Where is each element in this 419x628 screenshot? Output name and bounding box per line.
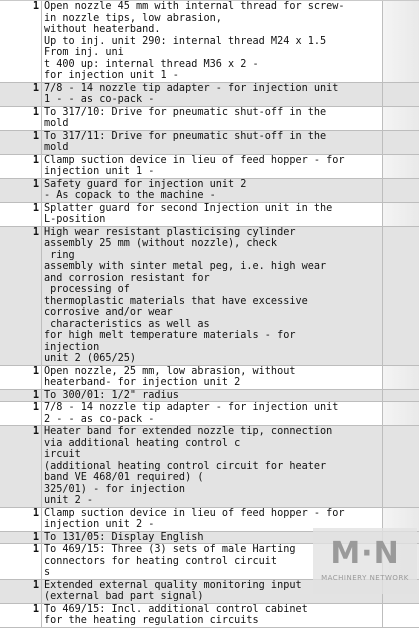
quantity-cell: 1 (0, 227, 42, 365)
quantity-cell: 1 (0, 155, 42, 178)
description-line: - As copack to the machine - (44, 190, 216, 201)
description-line: assembly 25 mm (without nozzle), check (44, 238, 278, 249)
description-line: Clamp suction device in lieu of feed hopper - for (44, 507, 345, 519)
description-line: connectors for heating control circuit (44, 555, 278, 567)
table-row (0, 179, 419, 203)
description-line: mold (44, 142, 69, 153)
description-line: 2 - - as co-pack - (44, 413, 155, 425)
table-row (0, 390, 419, 403)
logo-subtitle: MACHINERY NETWORK (321, 574, 409, 582)
description-cell (42, 131, 383, 154)
description-line: for the heating regulation circuits (44, 615, 259, 626)
table-row (0, 426, 419, 508)
description-line: mold (44, 118, 69, 129)
table-row (0, 131, 419, 155)
description-cell (42, 155, 383, 178)
description-line: High wear resistant plasticising cylinder (44, 226, 296, 238)
description-cell (42, 227, 383, 365)
description-line: (additional heating control circuit for heater (44, 460, 327, 472)
description-line: for high melt temperature materials - for (44, 330, 296, 341)
description-line: Open nozzle, 25 mm, low abrasion, without (44, 365, 296, 377)
table-row (0, 203, 419, 227)
table-row (0, 155, 419, 179)
description-line: unit 2 - (44, 495, 94, 506)
table-row (0, 107, 419, 131)
table-row (0, 83, 419, 107)
quantity-cell: 1 (0, 390, 42, 402)
description-line: 325/01) - for injection (44, 483, 186, 495)
description-line: To 469/15: Three (3) sets of male Harting (44, 544, 296, 555)
description-line: assembly with sinter metal peg, i.e. high wear (44, 261, 327, 272)
description-cell (42, 1, 383, 82)
description-line: and corrosion resistant for (44, 272, 210, 284)
quantity-cell: 1 (0, 604, 42, 627)
description-line: for injection unit 1 - (44, 70, 179, 81)
description-line: 7/8 - 14 nozzle tip adapter - for injection unit (44, 402, 339, 413)
description-line: Heater band for extended nozzle tip, connection (44, 426, 333, 437)
description-line: ircuit (44, 449, 81, 460)
quantity-cell: 1 (0, 508, 42, 531)
description-line: processing of (44, 284, 130, 295)
description-line: characteristics as well as (44, 318, 210, 330)
description-line: t 400 up: internal thread M36 x 2 - (44, 58, 259, 70)
description-cell (42, 203, 383, 226)
description-line: To 300/01: 1/2" radius (44, 389, 179, 401)
quantity-cell: 1 (0, 426, 42, 507)
description-line: Safety guard for injection unit 2 (44, 178, 247, 190)
description-line: To 317/11: Drive for pneumatic shut-off in the (44, 130, 327, 142)
description-line: L-position (44, 214, 106, 225)
description-cell (42, 83, 383, 106)
table-row (0, 402, 419, 426)
description-cell (42, 426, 383, 507)
watermark-logo (313, 528, 417, 594)
description-line: s (44, 567, 51, 578)
quantity-cell: 1 (0, 83, 42, 106)
quantity-cell: 1 (0, 366, 42, 389)
description-cell (42, 390, 383, 402)
quantity-cell: 1 (0, 179, 42, 202)
description-line: ring (44, 249, 75, 261)
quantity-cell: 1 (0, 580, 42, 603)
description-line: Up to inj. unit 290: internal thread M24 x 1.5 (44, 35, 327, 47)
quantity-cell: 1 (0, 402, 42, 425)
description-line: via additional heating control c (44, 437, 241, 449)
description-line: unit 2 (065/25) (44, 353, 137, 364)
description-line: heaterband- for injection unit 2 (44, 377, 241, 388)
description-line: To 469/15: Incl. additional control cabinet (44, 603, 308, 615)
description-line: (external bad part signal) (44, 591, 204, 602)
description-cell (42, 366, 383, 389)
description-cell (42, 604, 383, 627)
description-line: 7/8 - 14 nozzle tip adapter - for injection unit (44, 82, 339, 94)
description-cell (42, 179, 383, 202)
description-line: To 317/10: Drive for pneumatic shut-off in the (44, 106, 327, 118)
description-line: 1 - - as co-pack - (44, 94, 155, 105)
table-row (0, 1, 419, 83)
quantity-cell: 1 (0, 1, 42, 82)
table-row (0, 604, 419, 628)
description-line: corrosive and/or wear (44, 307, 173, 318)
description-cell (42, 107, 383, 130)
logo-mark: M·N (330, 536, 400, 571)
description-line: injection unit 1 - (44, 166, 155, 177)
description-line: thermoplastic materials that have excessive (44, 295, 308, 307)
table-row (0, 366, 419, 390)
description-line: Extended external quality monitoring input (44, 579, 302, 591)
description-line: injection (44, 341, 100, 353)
table-row (0, 227, 419, 366)
description-line: injection unit 2 - (44, 519, 155, 530)
description-line: in nozzle tips, low abrasion, (44, 12, 222, 24)
description-line: Splatter guard for second Injection unit in the (44, 202, 333, 214)
description-line: band VE 468/01 required) ( (44, 472, 204, 483)
description-line: Open nozzle 45 mm with internal thread for screw- (44, 1, 345, 12)
quantity-cell: 1 (0, 107, 42, 130)
quantity-cell: 1 (0, 544, 42, 579)
quantity-cell: 1 (0, 131, 42, 154)
description-line: From inj. uni (44, 47, 124, 58)
description-cell (42, 402, 383, 425)
description-line: without heaterband. (44, 24, 161, 35)
quantity-cell: 1 (0, 203, 42, 226)
description-line: Clamp suction device in lieu of feed hopper - for (44, 154, 345, 166)
description-line: To 131/05: Display English (44, 531, 204, 543)
quantity-cell: 1 (0, 532, 42, 544)
